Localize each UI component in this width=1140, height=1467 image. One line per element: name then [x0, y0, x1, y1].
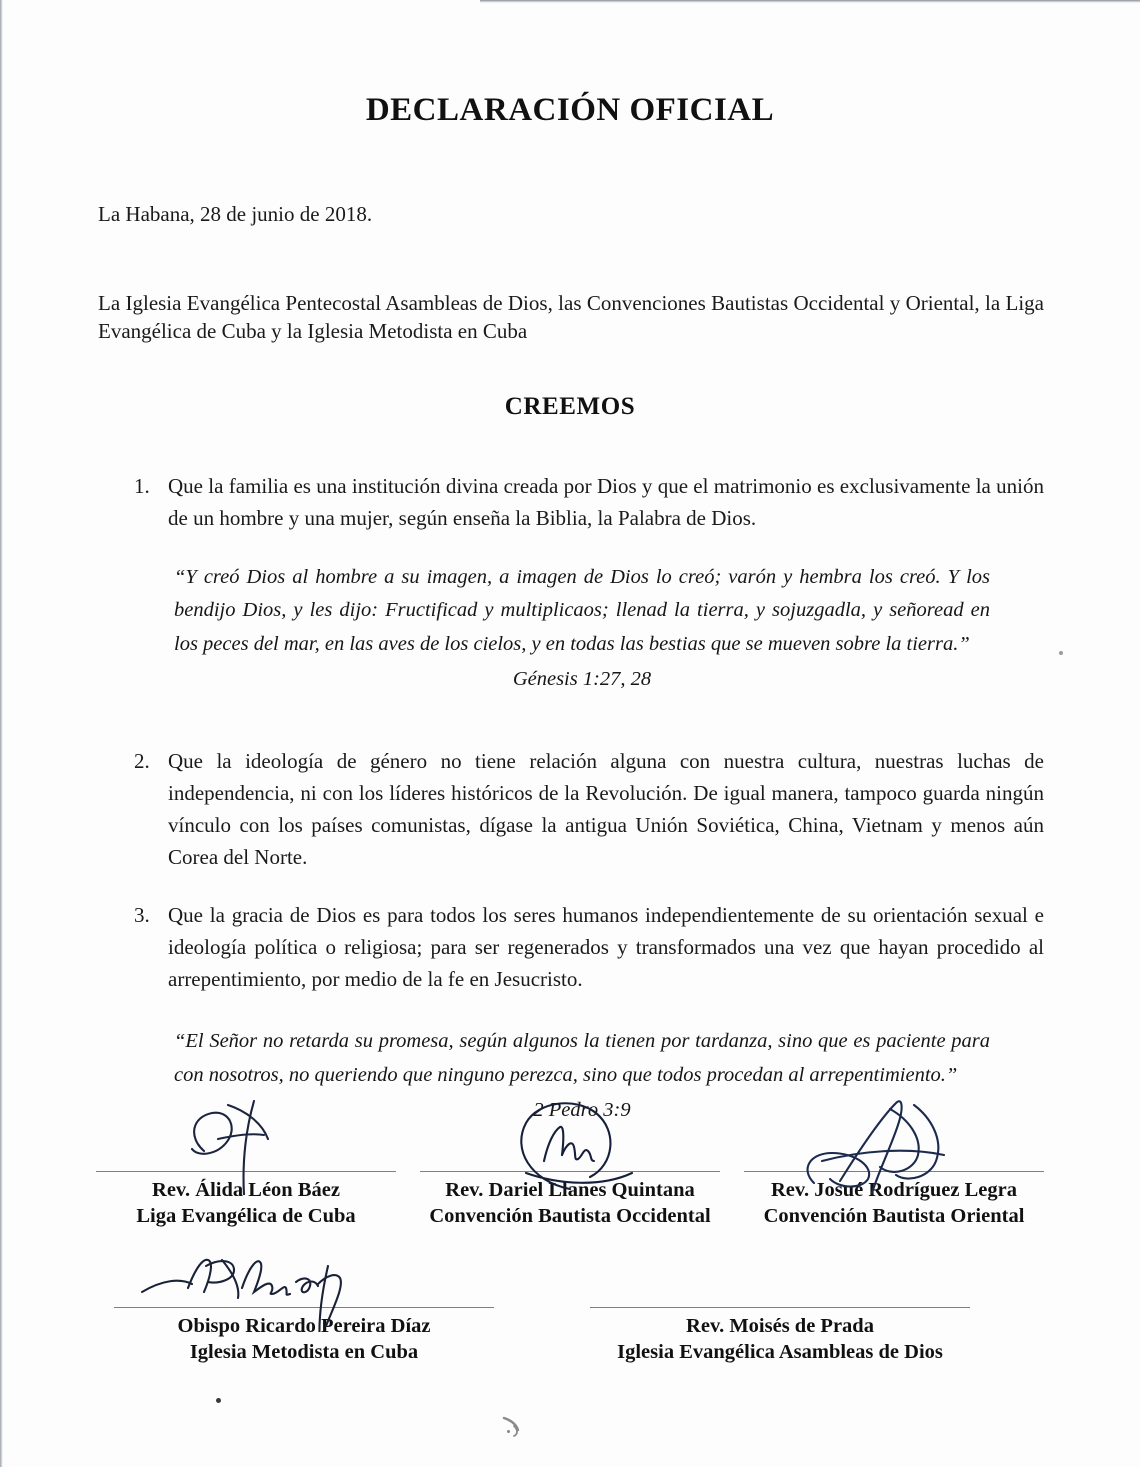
belief-number: 3. — [134, 902, 150, 927]
belief-list — [96, 471, 1044, 535]
signature-grid — [96, 1171, 1044, 1366]
signatory-name: Rev. Josué Rodríguez Legra — [771, 1179, 1017, 1202]
belief-item-2 — [134, 746, 1044, 874]
signatory-organization: Convención Bautista Occidental — [429, 1204, 711, 1227]
scan-edge-top — [480, 0, 1140, 3]
creed-heading: CREEMOS — [504, 393, 636, 421]
signature-block-dariel-llanes-quintana — [420, 1171, 720, 1229]
signature-line — [744, 1171, 1044, 1172]
belief-number: 2. — [134, 749, 150, 774]
signatory-organization: Iglesia Metodista en Cuba — [189, 1340, 419, 1363]
signatory-organization: Convención Bautista Oriental — [763, 1204, 1025, 1227]
signature-row-one — [96, 1171, 1044, 1229]
signature-line — [420, 1171, 720, 1172]
page-title: DECLARACIÓN OFICIAL — [365, 92, 775, 128]
belief-item-1 — [134, 471, 1044, 535]
signature-line — [114, 1307, 494, 1308]
belief-number: 1. — [134, 474, 150, 499]
signatory-name: Rev. Moisés de Prada — [686, 1315, 874, 1338]
signature-row-two — [96, 1307, 1044, 1365]
belief-list-continued — [96, 746, 1044, 995]
scripture-quote-genesis — [174, 561, 990, 696]
scripture-reference: Génesis 1:27, 28 — [512, 667, 652, 690]
signatory-organization: Liga Evangélica de Cuba — [136, 1204, 356, 1227]
scripture-text: “El Señor no retarda su promesa, según algunos la tienen por tardanza, sino que es paciente para con nosotros, no queriendo que ninguno perezca, sino que todos procedan al arrepentimiento.” — [174, 1030, 990, 1086]
belief-text: Que la gracia de Dios es para todos los seres humanos independientemente de su orientación sexual e ideología política o religiosa; para ser regenerados y transformados una vez que hayan procedido al arrepentimiento, por medio de la fe en Jesucristo. — [168, 902, 1044, 991]
signatory-organization: Iglesia Evangélica Asambleas de Dios — [617, 1340, 943, 1363]
signature-line — [590, 1307, 970, 1308]
scan-smudge-icon — [500, 1412, 526, 1438]
signature-line — [96, 1171, 396, 1172]
signature-block-alida-leon-baez — [96, 1171, 396, 1229]
signature-block-moises-de-prada — [590, 1307, 970, 1365]
scripture-text: “Y creó Dios al hombre a su imagen, a imagen de Dios lo creó; varón y hembra los creó. Y los bendijo Dios, y les dijo: Fructificad y multiplicaos; llenad la tierra, y sojuzgadla, y señoread en los peces del mar, en las aves de los cielos, y en todas las bestias que se mueven sobre la tierra.” — [174, 566, 990, 655]
signatory-name: Rev. Dariel Llanes Quintana — [445, 1179, 695, 1202]
signatory-name: Rev. Álida Léon Báez — [152, 1179, 340, 1202]
dateline: La Habana, 28 de junio de 2018. — [98, 202, 373, 226]
signature-block-ricardo-pereira-diaz — [114, 1307, 494, 1365]
scripture-reference: 2 Pedro 3:9 — [533, 1098, 631, 1121]
scripture-quote-2-pedro — [174, 1025, 990, 1127]
belief-item-3 — [134, 900, 1044, 996]
scan-speck — [1059, 651, 1063, 655]
document-content — [0, 92, 1140, 1366]
signatory-name: Obispo Ricardo Pereira Díaz — [177, 1315, 431, 1338]
belief-text: Que la ideología de género no tiene relación alguna con nuestra cultura, nuestras luchas de independencia, ni con los líderes históricos de la Revolución. De igual manera, tampoco guarda ningún vínculo con los países comunistas, dígase la antigua Unión Soviética, China, Vietnam y menos aún Corea del Norte. — [168, 749, 1044, 869]
signature-block-josue-rodriguez-legra — [744, 1171, 1044, 1229]
scan-speck — [216, 1398, 221, 1403]
belief-text: Que la familia es una institución divina creada por Dios y que el matrimonio es exclusivamente la unión de un hombre y una mujer, según enseña la Biblia, la Palabra de Dios. — [168, 474, 1044, 531]
addressee-block: La Iglesia Evangélica Pentecostal Asambleas de Dios, las Convenciones Bautistas Occidental y Oriental, la Liga Evangélica de Cuba y la Iglesia Metodista en Cuba — [98, 291, 1044, 343]
